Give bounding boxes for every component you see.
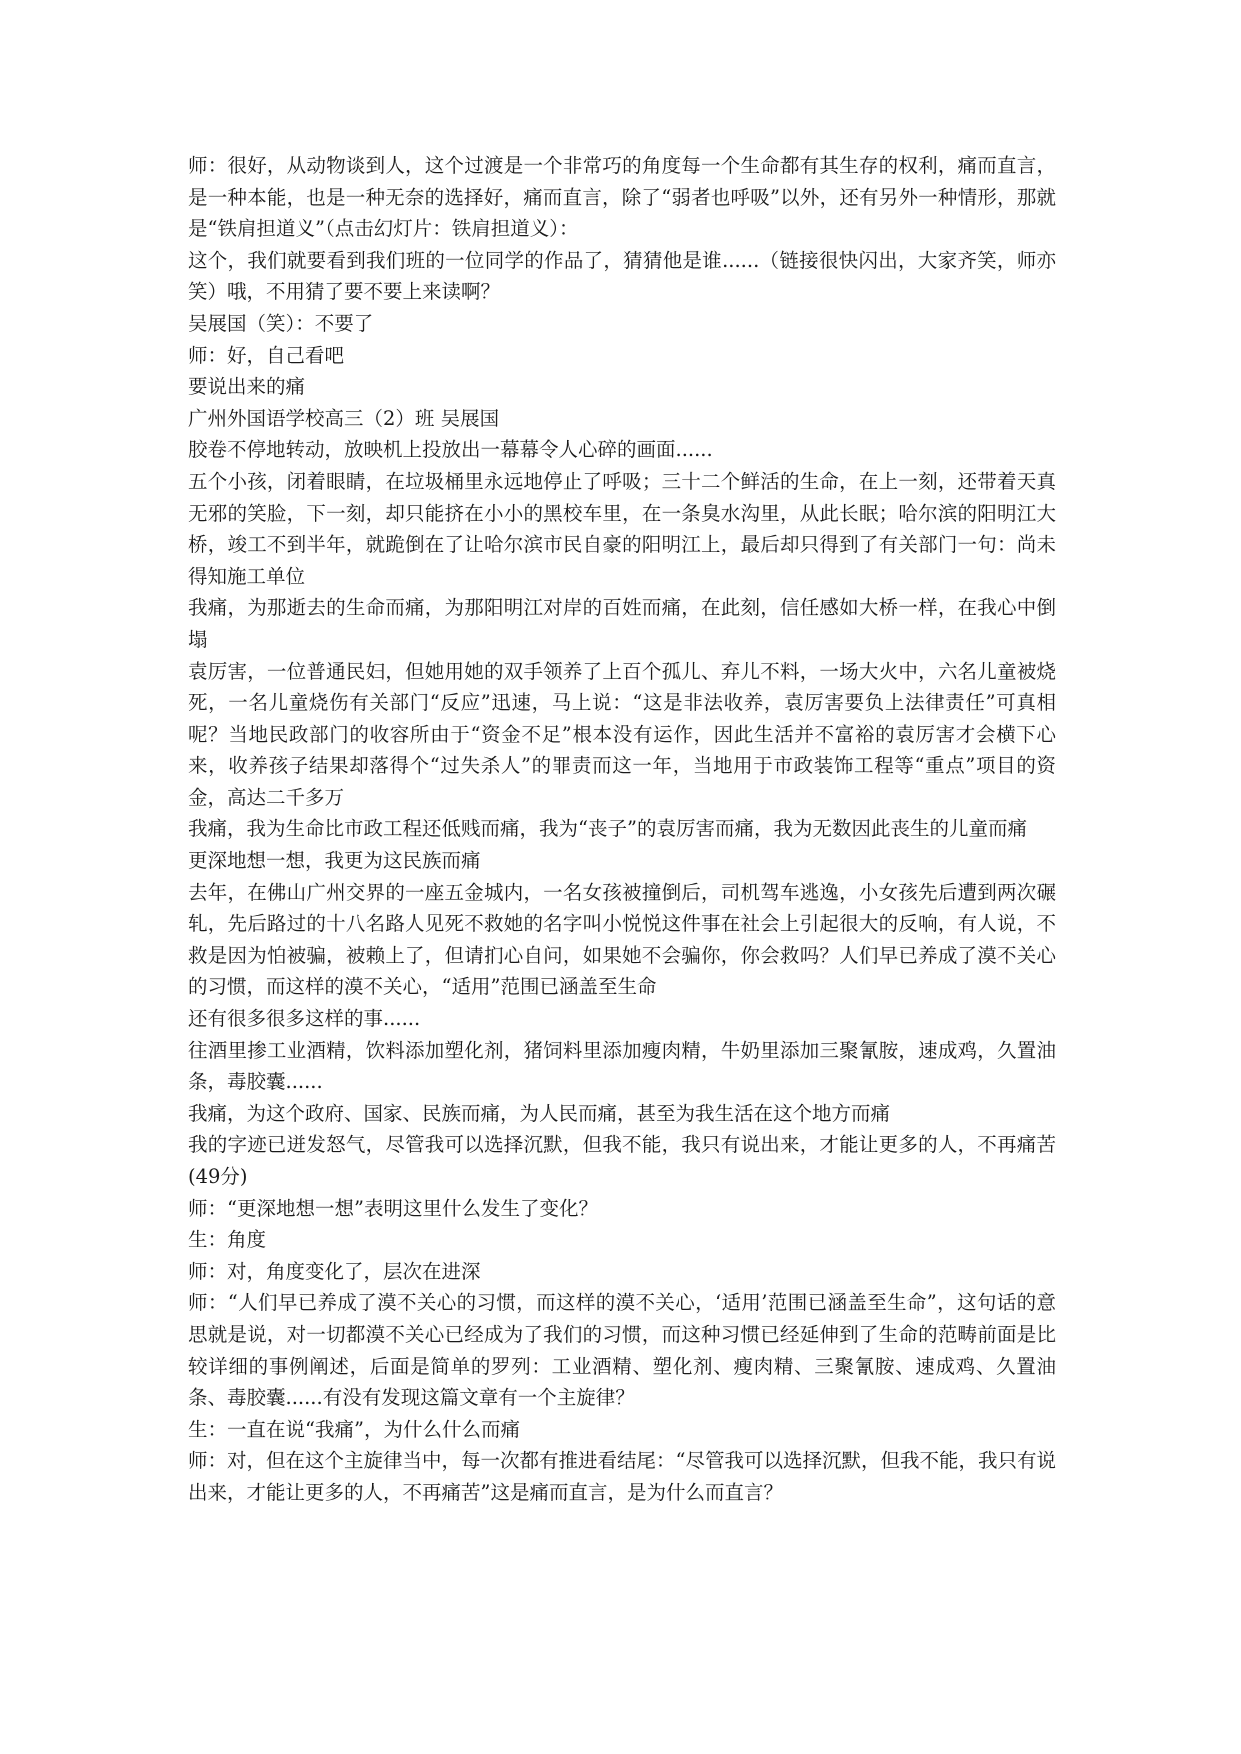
essay-title: 要说出来的痛 [188,375,306,399]
paragraph-teacher-final-question: 师：对，但在这个主旋律当中，每一次都有推进看结尾：“尽管我可以选择沉默，但我不能，我只有说出来，才能让更多的人，不再痛苦”这是痛而直言，是为什么而直言？ [188,1449,1056,1504]
paragraph-teacher-analysis: 师：“人们早已养成了漠不关心的习惯，而这样的漠不关心，‘适用’范围已涵盖至生命”，这句话的意思就是说，对一切都漠不关心已经成为了我们的习惯，而这种习惯已经延伸到了生命的范畴前面是比较详细的事例阐述，后面是简单的罗列：工业酒精、塑化剂、瘦肉精、三聚氰胺、速成鸡、久置油条、毒胶囊......有没有发现这篇文章有一个主旋律？ [188,1291,1056,1410]
paragraph-student-answer-pain: 生：一直在说“我痛”，为什么什么而痛 [188,1417,520,1441]
essay-paragraph-more-things: 还有很多很多这样的事...... [188,1007,421,1031]
essay-paragraph-pain-nation: 我痛，为这个政府、国家、民族而痛，为人民而痛，甚至为我生活在这个地方而痛 [188,1101,891,1125]
paragraph-teacher-question: 师：“更深地想一想”表明这里什么发生了变化？ [188,1196,598,1220]
essay-author: 广州外国语学校高三（2）班 吴展国 [188,406,500,430]
document-body [188,150,1056,1509]
essay-paragraph-pain-children: 我痛，我为生命比市政工程还低贱而痛，我为“丧子”的袁厉害而痛，我为无数因此丧生的儿童而痛 [188,817,1027,841]
paragraph-teacher-intro: 师：很好，从动物谈到人，这个过渡是一个非常巧的角度每一个生命都有其生存的权利，痛而直言，是一种本能，也是一种无奈的选择好，痛而直言，除了“弱者也呼吸”以外，还有另外一种情形，那就是“铁肩担道义”（点击幻灯片：铁肩担道义）： [188,154,1056,241]
paragraph-classmate-work: 这个，我们就要看到我们班的一位同学的作品了，猜猜他是谁......（链接很快闪出，大家齐笑，师亦笑）哦，不用猜了要不要上来读啊？ [188,248,1056,304]
paragraph-student-reply: 吴展国（笑）：不要了 [188,311,374,335]
essay-paragraph-film: 胶卷不停地转动，放映机上投放出一幕幕令人心碎的画面...... [188,438,713,462]
paragraph-student-answer-angle: 生：角度 [188,1228,267,1252]
paragraph-teacher-read: 师：好，自己看吧 [188,343,345,367]
essay-paragraph-xiaoyueyue: 去年，在佛山广州交界的一座五金城内，一名女孩被撞倒后，司机驾车逃逸，小女孩先后遭到两次碾轧，先后路过的十八名路人见死不救她的名字叫小悦悦这件事在社会上引起很大的反响，有人说，不救是因为怕被骗，被赖上了，但请扪心自问，如果她不会骗你，你会救吗？人们早已养成了漠不关心的习惯，而这样的漠不关心，“适用”范围已涵盖至生命 [188,880,1056,999]
essay-paragraph-pain-bridge: 我痛，为那逝去的生命而痛，为那阳明江对岸的百姓而痛，在此刻，信任感如大桥一样，在我心中倒塌 [188,596,1056,651]
essay-paragraph-yuan-lihai: 袁厉害，一位普通民妇，但她用她的双手领养了上百个孤儿、弃儿不料，一场大火中，六名儿童被烧死，一名儿童烧伤有关部门“反应”迅速，马上说：“这是非法收养，袁厉害要负上法律责任”可真相呢？当地民政部门的收容所由于“资金不足”根本没有运作，因此生活并不富裕的袁厉害才会横下心来，收养孩子结果却落得个“过失杀人”的罪责而这一年，当地用于市政装饰工程等“重点”项目的资金，高达二千多万 [188,659,1056,809]
paragraph-teacher-confirm: 师：对，角度变化了，层次在进深 [188,1259,481,1283]
essay-paragraph-conclusion: 我的字迹已迸发怒气，尽管我可以选择沉默，但我不能，我只有说出来，才能让更多的人，不再痛苦(49分) [188,1133,1056,1188]
essay-paragraph-events: 五个小孩，闭着眼睛，在垃圾桶里永远地停止了呼吸；三十二个鲜活的生命，在上一刻，还带着天真无邪的笑脸，下一刻，却只能挤在小小的黑校车里，在一条臭水沟里，从此长眠；哈尔滨的阳明江大桥，竣工不到半年，就跪倒在了让哈尔滨市民自豪的阳明江上，最后却只得到了有关部门一句：尚未得知施工单位 [188,469,1056,588]
essay-paragraph-deeper: 更深地想一想，我更为这民族而痛 [188,849,481,873]
essay-paragraph-food-safety: 往酒里掺工业酒精，饮料添加塑化剂，猪饲料里添加瘦肉精，牛奶里添加三聚氰胺，速成鸡，久置油条，毒胶囊...... [188,1038,1056,1094]
